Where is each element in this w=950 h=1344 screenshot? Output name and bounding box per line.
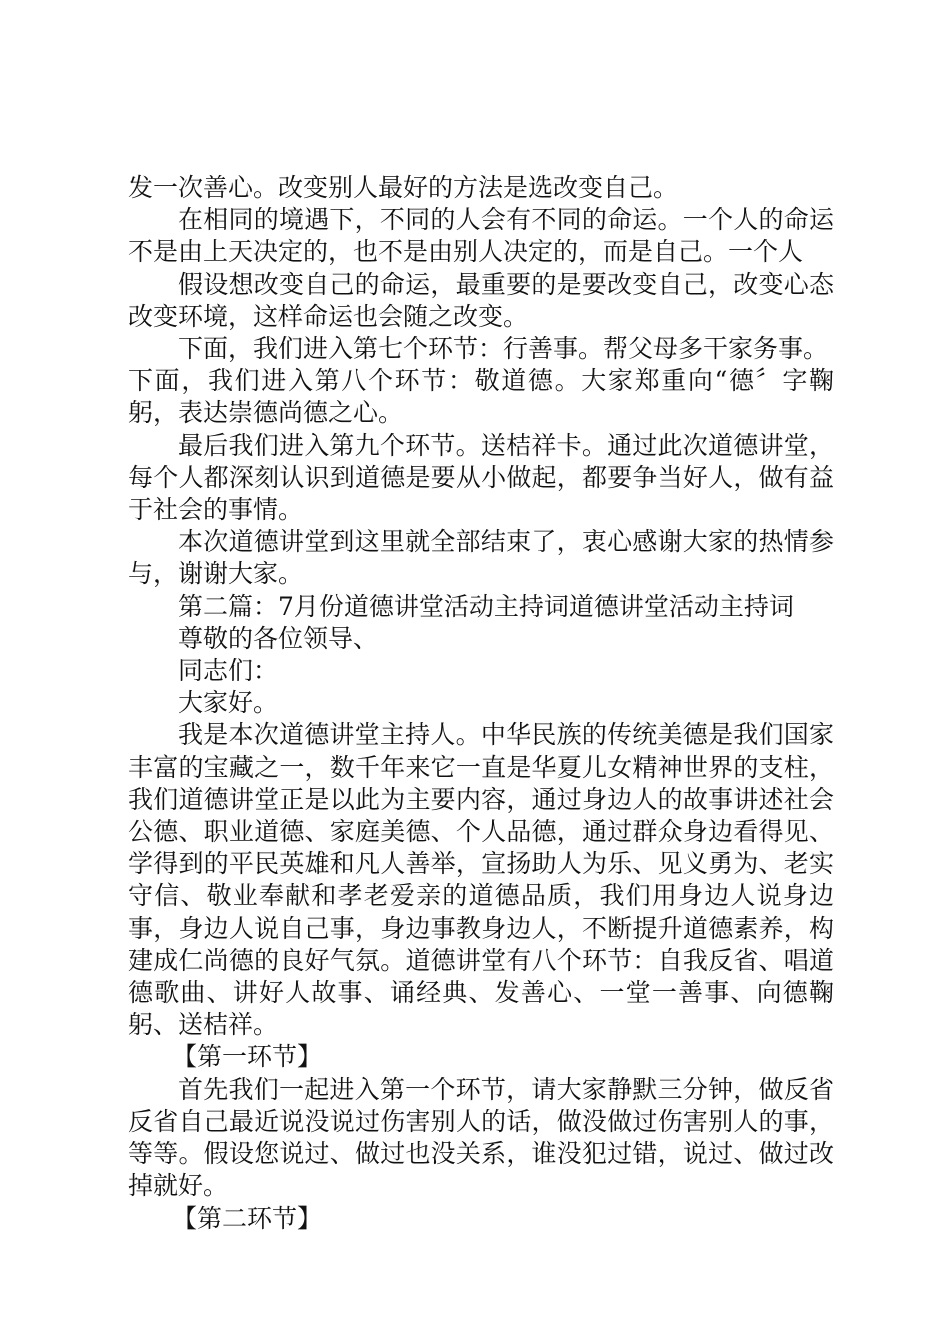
paragraph-introduction: 我是本次道德讲堂主持人。中华民族的传统美德是我们国家丰富的宝藏之一，数千年来它一直是华夏儿女精神世界的支柱，我们道德讲堂正是以此为主要内容，通过身边人的故事讲述社会公德、职业道德、家庭美德、个人品德，通过群众身边看得见、学得到的平民英雄和凡人善举，宣扬助人为乐、见义勇为、老实守信、敬业奉献和孝老爱亲的道德品质，我们用身边人说身边事，身边人说自己事，身边事教身边人，不断提升道德素养，构建成仁尚德的良好气氛。道德讲堂有八个环节：自我反省、唱道德歌曲、讲好人故事、诵经典、发善心、一堂一善事、向德鞠躬、送桔祥。	[128, 720, 834, 1040]
salutation-leaders: 尊敬的各位领导、	[178, 623, 379, 653]
heading-second-step: 【第二环节】	[172, 1203, 323, 1233]
paragraph-step-eight: 下面，我们进入第八个环节：敬道德。大家郑重向“德〞字鞠躬，表达崇德尚德之心。	[128, 366, 834, 428]
document-body	[128, 172, 834, 1235]
paragraph-closing: 本次道德讲堂到这里就全部结束了，衷心感谢大家的热情参与，谢谢大家。	[128, 527, 834, 589]
paragraph-continuation: 发一次善心。改变别人最好的方法是选改变自己。	[128, 173, 679, 202]
paragraph-fate: 在相同的境遇下，不同的人会有不同的命运。一个人的命运不是由上天决定的，也不是由别人决定的，而是自己。一个人	[128, 205, 834, 267]
paragraph-step-nine: 最后我们进入第九个环节。送桔祥卡。通过此次道德讲堂，每个人都深刻认识到道德是要从小做起，都要争当好人，做有益于社会的事情。	[128, 430, 834, 525]
salutation-comrades: 同志们：	[178, 656, 279, 686]
paragraph-change-self: 假设想改变自己的命运，最重要的是要改变自己，改变心态改变环境，这样命运也会随之改变。	[128, 269, 834, 331]
greeting: 大家好。	[178, 688, 279, 718]
paragraph-step-seven: 下面，我们进入第七个环节：行善事。帮父母多干家务事。	[178, 334, 829, 364]
section-title: 第二篇：7月份道德讲堂活动主持词道德讲堂活动主持词	[178, 591, 794, 621]
heading-first-step: 【第一环节】	[172, 1042, 323, 1072]
paragraph-first-step: 首先我们一起进入第一个环节，请大家静默三分钟，做反省反省自己最近说没说过伤害别人的话，做没做过伤害别人的事，等等。假设您说过、做过也没关系，谁没犯过错，说过、做过改掉就好。	[128, 1074, 834, 1201]
